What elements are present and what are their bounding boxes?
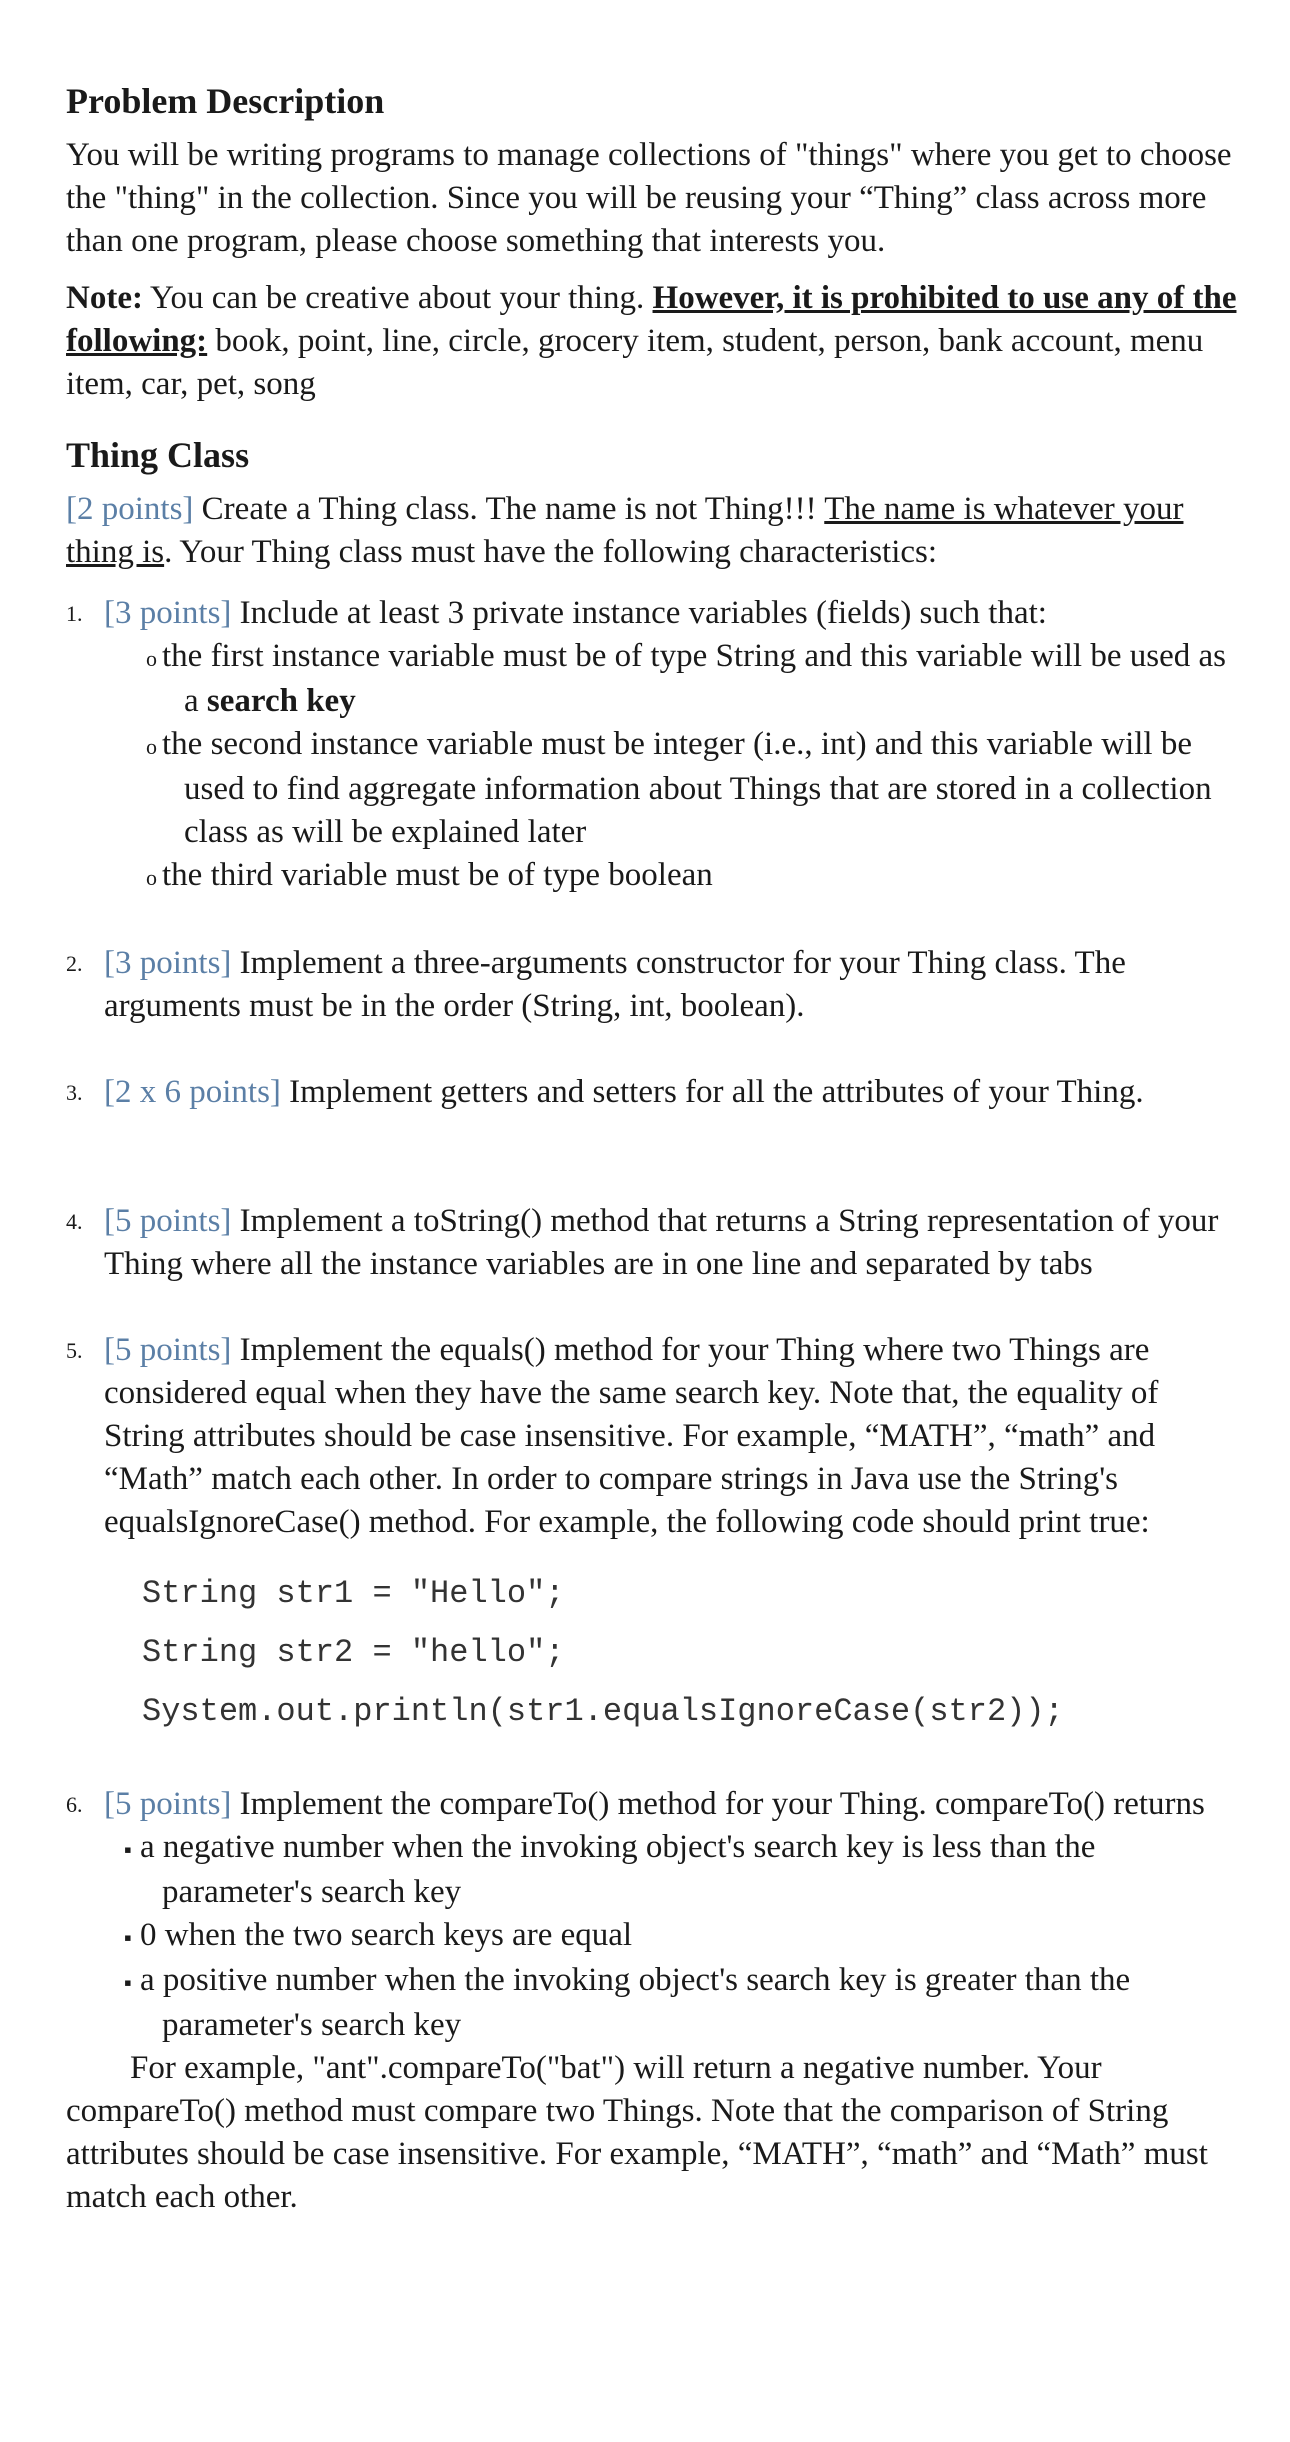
points-label: [3 points] [104, 945, 232, 981]
sub-item-text: the second instance variable must be integer (i.e., int) and this variable will be used to find aggregate information about Things that are stored in a collection class as will be explained later [162, 726, 1212, 850]
search-key-term: search key [206, 683, 356, 719]
sub-list-item [66, 1914, 1238, 1959]
item-text: Implement getters and setters for all the attributes of your Thing. [280, 1074, 1144, 1110]
points-label: [5 points] [104, 1332, 232, 1368]
points-label: [2 points] [66, 491, 194, 527]
thing-class-paragraph [66, 488, 1238, 574]
item-text: Implement a three-arguments constructor for your Thing class. The arguments must be in the order (String, int, boolean). [104, 945, 1126, 1024]
compare-example-paragraph: For example, "ant".compareTo("bat") will return a negative number. Your compareTo() method must compare two Things. Note that the comparison of String attributes should be case insensitive. For example, “MATH”, “math” and “Math” must match each other. [66, 2050, 1208, 2215]
item-text: Include at least 3 private instance variables (fields) such that: [231, 595, 1047, 631]
points-label: [5 points] [104, 1203, 232, 1239]
sub-list-item [66, 1959, 1238, 2047]
bullet-marker: o [146, 734, 157, 759]
bullet-marker: ▪ [124, 1837, 132, 1862]
list-item [66, 1783, 1238, 1826]
sub-item-text: the first instance variable must be of type String and this variable will be used as a [162, 638, 1226, 719]
item-number: 2. [66, 951, 83, 976]
sub-list-item [66, 1826, 1238, 1914]
code-line: System.out.println(str1.equalsIgnoreCase(str2)); [142, 1693, 1064, 1730]
sub-item-text: the third variable must be of type boolean [162, 857, 713, 893]
item-text: Implement the equals() method for your Thing where two Things are considered equal when they have the same search key. Note that, the equality of String attributes should be case insensitive. For example, “MATH”, “math” and “Math” match each other. In order to compare strings in Java use the String's equalsIgnoreCase() method. For example, the following code should print true: [104, 1332, 1159, 1540]
list-item [66, 592, 1238, 635]
thing-class-text: Create a Thing class. The name is not Thing!!! [193, 491, 825, 527]
list-item [66, 1329, 1238, 1544]
note-label: Note: [66, 280, 143, 316]
list-item [66, 1200, 1238, 1286]
item-number: 3. [66, 1080, 83, 1105]
sub-list-item [66, 635, 1238, 723]
bullet-marker: ▪ [124, 1925, 132, 1950]
bullet-marker: o [146, 865, 157, 890]
item-text: Implement a toString() method that returns a String representation of your Thing where all the instance variables are in one line and separated by tabs [104, 1203, 1219, 1282]
intro-paragraph: You will be writing programs to manage collections of "things" where you get to choose the "thing" in the collection. Since you will be reusing your “Thing” class across more than one program, please choose something that interests you. [66, 137, 1232, 259]
list-item [66, 942, 1238, 1028]
item-number: 1. [66, 601, 83, 626]
note-text: You can be creative about your thing. [142, 280, 653, 316]
thing-class-heading: Thing Class [66, 435, 250, 475]
sub-item-text: 0 when the two search keys are equal [140, 1917, 633, 1953]
bullet-marker: o [146, 646, 157, 671]
item-text: Implement the compareTo() method for your Thing. compareTo() returns [231, 1786, 1205, 1822]
sub-list-item [66, 723, 1238, 854]
sub-list-item [66, 854, 1238, 899]
thing-class-text-end: . Your Thing class must have the following characteristics: [164, 534, 938, 570]
code-line: String str1 = "Hello"; [142, 1575, 565, 1612]
note-list: book, point, line, circle, grocery item, student, person, bank account, menu item, car, pet, song [66, 323, 1204, 402]
bullet-marker: ▪ [124, 1970, 132, 1995]
note-prohibited: However, it is prohibited to use any of the following: [66, 280, 1237, 359]
code-line: String str2 = "hello"; [142, 1634, 565, 1671]
points-label: [3 points] [104, 595, 232, 631]
sub-item-text: a positive number when the invoking object's search key is greater than the parameter's search key [140, 1962, 1131, 2043]
thing-class-underlined: The name is whatever your thing is [66, 491, 1184, 570]
code-block [66, 1564, 1238, 1741]
problem-description-heading: Problem Description [66, 81, 385, 121]
item-number: 5. [66, 1338, 83, 1363]
list-item [66, 1071, 1238, 1114]
sub-item-text: a negative number when the invoking object's search key is less than the parameter's search key [140, 1829, 1096, 1910]
item-number: 6. [66, 1792, 83, 1817]
item-number: 4. [66, 1209, 83, 1234]
points-label: [2 x 6 points] [104, 1074, 281, 1110]
points-label: [5 points] [104, 1786, 232, 1822]
note-paragraph [66, 277, 1238, 406]
